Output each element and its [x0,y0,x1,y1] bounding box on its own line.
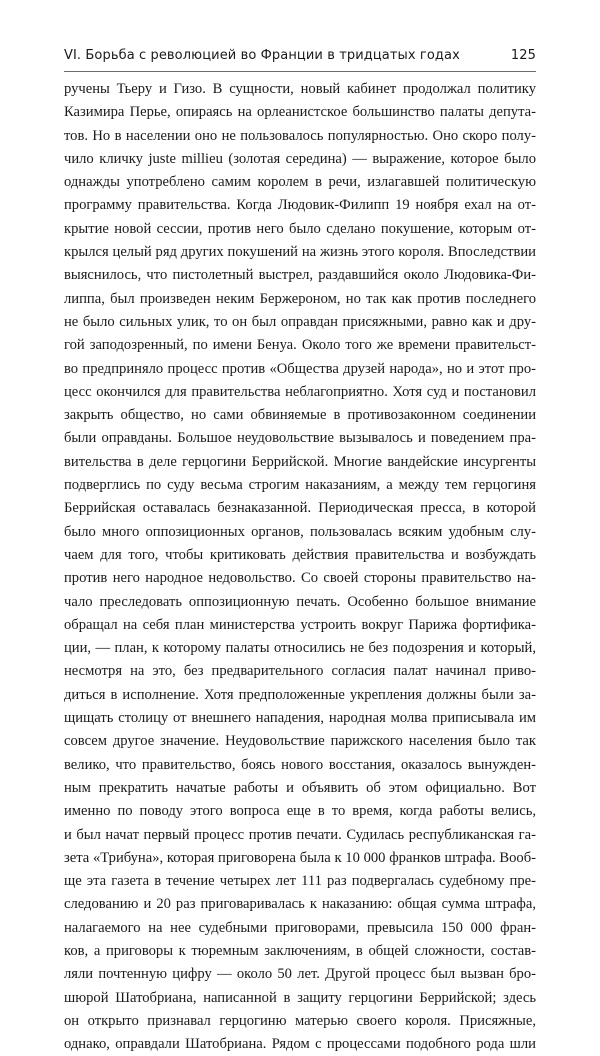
text-line: диться в исполнение. Хотя предположенные укрепления должны были за- [64,686,536,703]
page-number: 125 [510,48,536,63]
text-line: следованию и 20 раз приговаривалась к наказанию: общая сумма штрафа, [64,896,536,913]
text-line: липпа, был произведен неким Бержероном, но так как против последнего [64,290,536,307]
text-line: были оправданы. Большое неудовольствие вызывалось и поведением пра- [64,430,536,447]
text-line: чило кличку juste millieu (золотая середина) — выражение, которое было [64,150,536,167]
text-line: ным прекратить начатые работы и объявить об этом официально. Вот [64,779,536,796]
text-line: именно по поводу этого вопроса еще в то время, когда работы велись, [64,803,536,820]
text-line: щищать столицу от внешнего нападения, народная молва приписывала им [64,710,536,727]
text-line: обращал на себя план министерства устроить вокруг Парижа фортифика- [64,616,536,633]
text-line: ляли почтенную цифру — около 50 лет. Другой процесс был вызван бро- [64,966,536,983]
text-line: крытие новой сессии, против него было сделано покушение, которым от- [64,220,536,237]
text-line: однако, оправдали Шатобриана. Рядом с процессами подобного рода шли [64,1036,536,1053]
text-line: цесс окончился для правительства неблагоприятно. Хотя суд и постановил [64,383,536,400]
text-line: ков, а приговоры к тюремным заключениям, в общей сложности, состав- [64,942,536,959]
text-line: чало преследовать оппозиционную печать. Особенно большое внимание [64,593,536,610]
body-text [64,78,536,1056]
text-line: однажды употреблено самим королем в речи, излагавшей политическую [64,174,536,191]
text-line: программу правительства. Когда Людовик-Филипп 19 ноября ехал на от- [64,197,536,214]
text-line: вительства в деле герцогини Беррийской. Многие вандейские инсургенты [64,453,536,470]
text-line: шюрой Шатобриана, написанной в защиту герцогини Беррийской; здесь [64,989,536,1006]
header-rule [64,71,536,72]
text-line: крылся целый ряд других покушений на жизнь этого короля. Впоследствии [64,244,536,261]
text-line: ции, — план, к которому палаты относились не без подозрения и который, [64,640,536,657]
text-line: зета «Трибуна», которая приговорена была к 10 000 франков штрафа. Вооб- [64,849,536,866]
text-line: совсем другое значение. Неудовольствие парижского населения было так [64,733,536,750]
text-line: Беррийская оставалась безнаказанной. Периодическая пресса, в которой [64,500,536,517]
text-line: закрыть общество, но сами обвиняемые в противозаконном соединении [64,407,536,424]
text-line: чаем для того, чтобы критиковать действия правительства и возбуждать [64,546,536,563]
text-line: ручены Тьеру и Гизо. В сущности, новый кабинет продолжал политику [64,81,536,97]
text-line: против него народное недовольство. Со своей стороны правительство на- [64,570,536,587]
text-line: не было сильных улик, то он был оправдан присяжными, равно как и дру- [64,313,536,330]
text-line: было много оппозиционных органов, пользовалась всяким удобным слу- [64,523,536,540]
text-line: и был начат первый процесс против печати. Судилась республиканская га- [64,826,536,843]
text-line: во предприняло процесс против «Общества друзей народа», но и этот про- [64,360,536,377]
text-line: подверглись по суду весьма строгим наказаниям, а между тем герцогиня [64,477,536,494]
text-line: ще эта газета в течение четырех лет 111 раз подвергалась судебному пре- [64,873,536,890]
running-header [64,48,536,68]
text-line: несмотря на это, без предварительного согласия палат начинал приво- [64,663,536,680]
text-line: Казимира Перье, опираясь на орлеанистское большинство палаты депута- [64,104,536,121]
text-line: он открыто признавал герцогиню матерью своего короля. Присяжные, [64,1012,536,1029]
text-line: налагаемого на нее судебными приговорами, превысила 150 000 фран- [64,919,536,936]
text-line: гой заподозренный, по имени Бенуа. Около того же времени правительст- [64,337,536,354]
text-line: велико, что правительство, боясь нового восстания, оказалось вынужден- [64,756,536,773]
chapter-title: VI. Борьба с революцией во Франции в тридцатых годах [64,48,460,63]
text-line: выяснилось, что пистолетный выстрел, раздавшийся около Людовика-Фи- [64,267,536,284]
text-line: тов. Но в населении оно не пользовалось популярностью. Оно скоро полу- [64,127,536,144]
